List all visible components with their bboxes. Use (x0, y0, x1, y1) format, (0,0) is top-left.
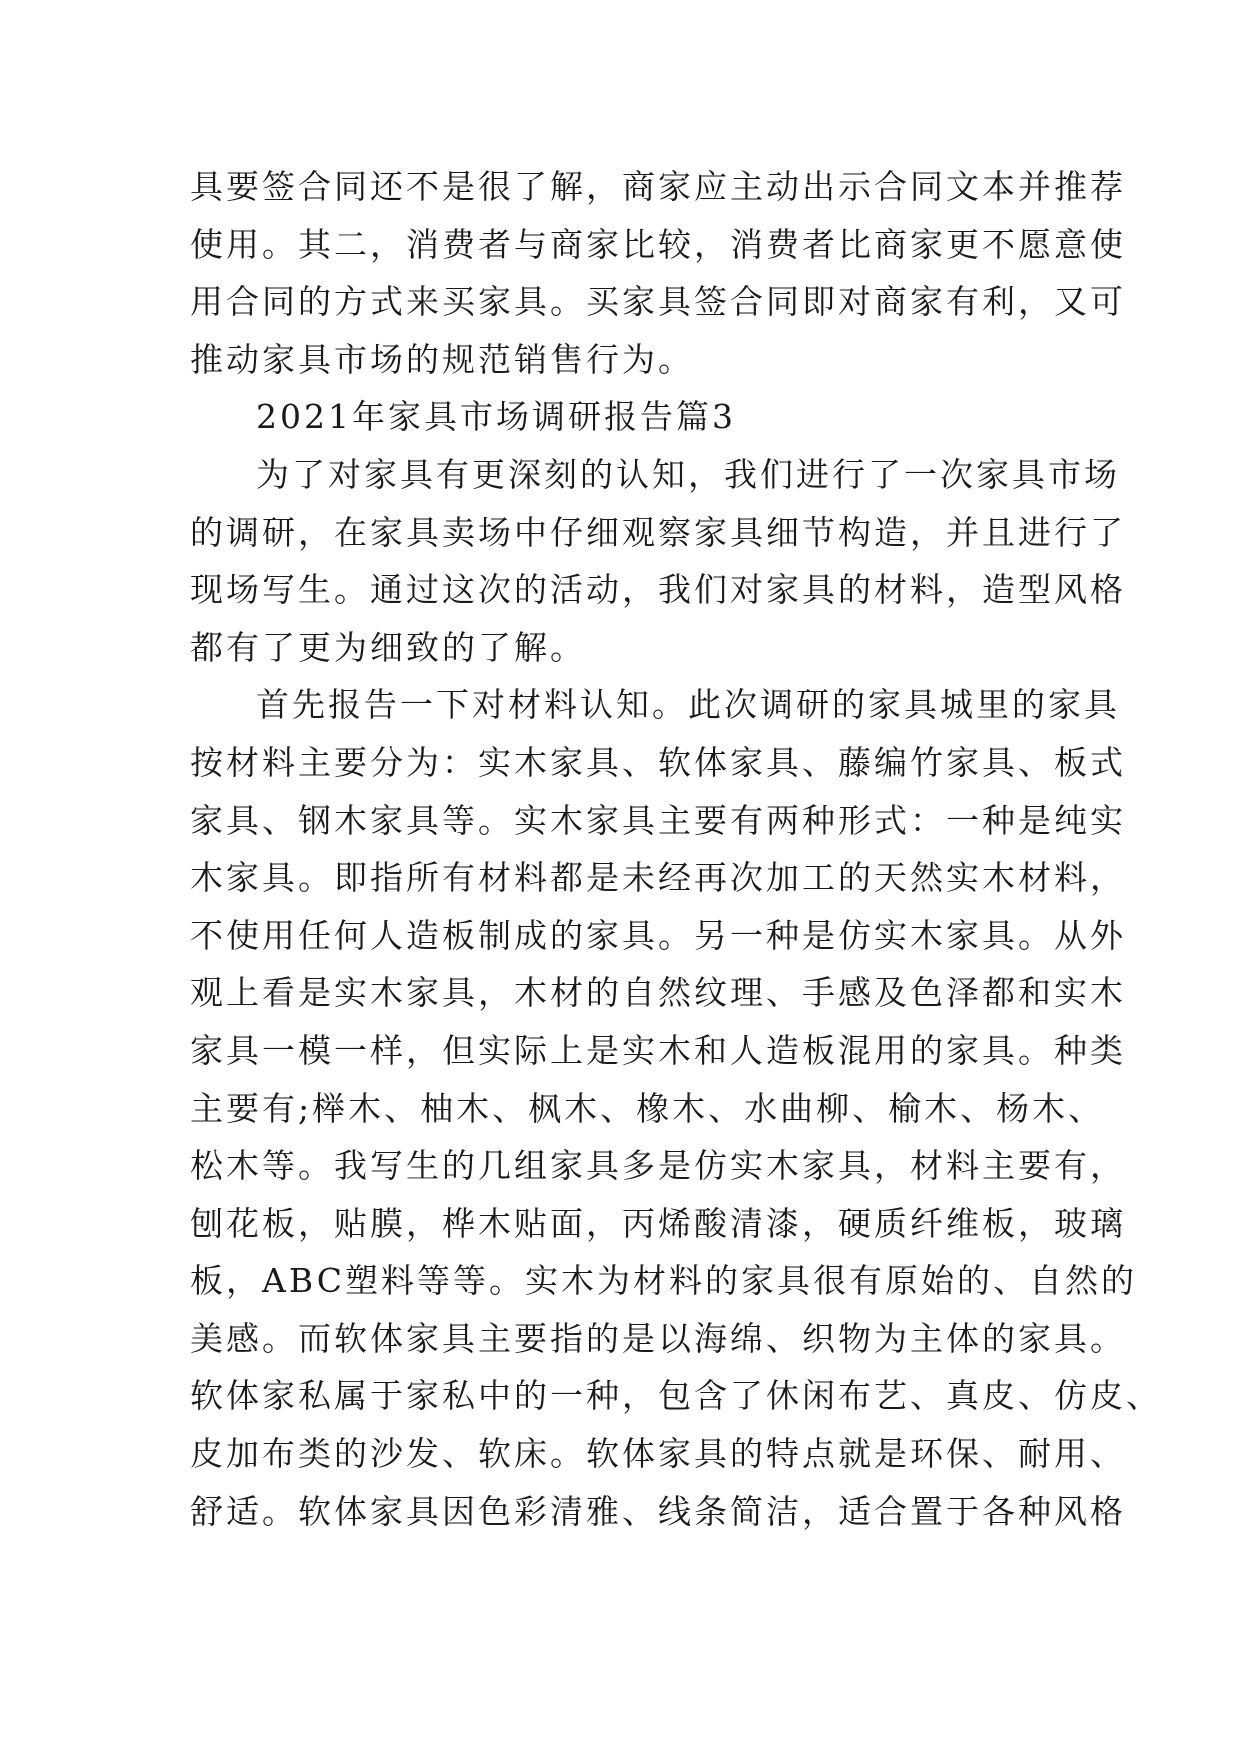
body-text (190, 158, 1162, 1540)
text-line: 观上看是实木家具，木材的自然纹理、手感及色泽都和实木 (190, 973, 1126, 1013)
text-line: 具要签合同还不是很了解，商家应主动出示合同文本并推荐 (190, 167, 1126, 206)
text-line: 用合同的方式来买家具。买家具签合同即对商家有利，又可 (190, 282, 1126, 322)
text-line: 板，ABC塑料等等。实木为材料的家具很有原始的、自然的 (190, 1261, 1137, 1301)
text-line: 家具一模一样，但实际上是实木和人造板混用的家具。种类 (190, 1030, 1126, 1070)
text-line: 都有了更为细致的了解。 (190, 627, 586, 667)
text-line: 松木等。我写生的几组家具多是仿实木家具，材料主要有， (190, 1146, 1126, 1186)
text-line: 的调研，在家具卖场中仔细观察家具细节构造，并且进行了 (190, 512, 1126, 552)
text-line: 推动家具市场的规范销售行为。 (190, 339, 694, 379)
text-line: 刨花板，贴膜，桦木贴面，丙烯酸清漆，硬质纤维板，玻璃 (190, 1203, 1126, 1243)
text-line: 软体家私属于家私中的一种，包含了休闲布艺、真皮、仿皮、 (190, 1376, 1162, 1416)
text-line: 木家具。即指所有材料都是未经再次加工的天然实木材料， (190, 858, 1126, 898)
text-line: 2021年家具市场调研报告篇3 (256, 397, 736, 437)
text-line: 使用。其二，消费者与商家比较，消费者比商家更不愿意使 (190, 224, 1126, 264)
text-line: 美感。而软体家具主要指的是以海绵、织物为主体的家具。 (190, 1318, 1126, 1358)
text-line: 首先报告一下对材料认知。此次调研的家具城里的家具 (256, 685, 1120, 725)
text-line: 不使用任何人造板制成的家具。另一种是仿实木家具。从外 (190, 915, 1126, 955)
text-line: 为了对家具有更深刻的认知，我们进行了一次家具市场 (256, 454, 1120, 494)
text-line: 按材料主要分为：实木家具、软体家具、藤编竹家具、板式 (190, 742, 1126, 782)
text-line: 皮加布类的沙发、软床。软体家具的特点就是环保、耐用、 (190, 1434, 1126, 1474)
text-line: 舒适。软体家具因色彩清雅、线条简洁，适合置于各种风格 (190, 1491, 1126, 1531)
text-line: 家具、钢木家具等。实木家具主要有两种形式：一种是纯实 (190, 800, 1126, 840)
text-line: 主要有;榉木、柚木、枫木、橡木、水曲柳、榆木、杨木、 (190, 1088, 1105, 1128)
text-line: 现场写生。通过这次的活动，我们对家具的材料，造型风格 (190, 570, 1126, 610)
